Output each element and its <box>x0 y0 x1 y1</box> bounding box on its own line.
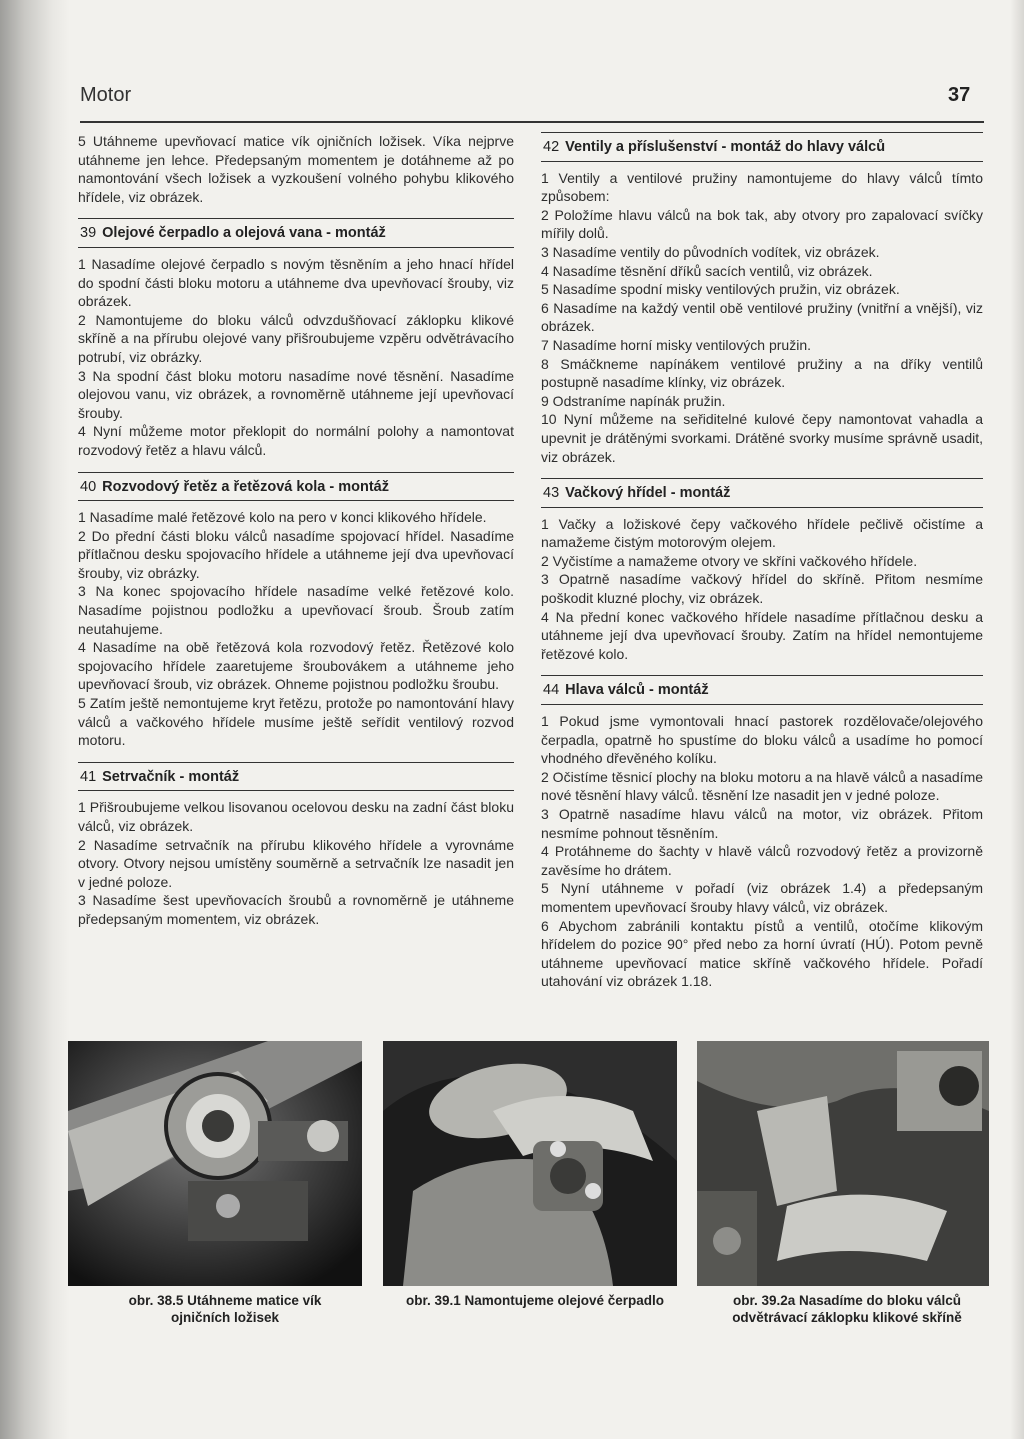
photo-connecting-rod-nut <box>68 1041 362 1286</box>
figure-caption: obr. 39.2a Nasadíme do bloku válců odvětrávací záklopku klikové skříně <box>732 1293 962 1325</box>
section-43 <box>541 478 983 663</box>
paragraph: 2 Namontujeme do bloku válců odvzdušňovací záklopku klikové skříně a na přírubu olejové vany přišroubujeme vzpěru odvětrávacího potrubí, viz obrázky. <box>78 311 514 365</box>
paragraph: 1 Pokud jsme vymontovali hnací pastorek rozdělovače/olejového čerpadla, opatrně ho spustíme do bloku válců a usadíme ho pomocí vhodného dřevěného kolíku. <box>541 713 983 767</box>
figure-caption: obr. 38.5 Utáhneme matice vík ojničních ložisek <box>128 1293 322 1325</box>
figure-caption: obr. 39.1 Namontujeme olejové čerpadlo <box>405 1293 665 1308</box>
left-column <box>78 132 514 929</box>
paragraph: 7 Nasadíme horní misky ventilových pružin. <box>541 336 811 353</box>
book-spine-shadow <box>0 0 70 1439</box>
paragraph: 1 Nasadíme olejové čerpadlo s novým těsněním a jeho hnací hřídel do spodní části bloku motoru a utáhneme dva upevňovací šrouby, viz obrázek. <box>78 255 514 310</box>
paragraph: 4 Nasadíme těsnění dříků sacích ventilů, viz obrázek. <box>541 262 873 279</box>
paragraph: 2 Do přední části bloku válců nasadíme spojovací hřídel. Nasadíme přítlačnou desku spojovacího hřídele a utáhneme její dva upevňovací šrouby, viz obrázky. <box>78 527 514 581</box>
paragraph: 1 Vačky a ložiskové čepy vačkového hřídele pečlivě očistíme a namažeme čistým motorovým olejem. <box>541 515 983 551</box>
intro-paragraph: 5 Utáhneme upevňovací matice vík ojničních ložisek. Víka nejprve utáhneme jen lehce. Předepsaným momentem je dotáhneme až po namontování všech ložisek a vyzkoušení volného pohybu klikového hřídele, viz obrázek. <box>78 133 514 205</box>
photo-breather-valve <box>697 1041 989 1286</box>
paragraph: 3 Nasadíme ventily do původních vodítek, viz obrázek. <box>541 243 880 260</box>
header-rule <box>80 121 984 123</box>
section-title: Hlava válců - montáž <box>565 682 709 699</box>
paragraph: 3 Na spodní část bloku motoru nasadíme nové těsnění. Nasadíme olejovou vanu, viz obrázek, a rovnoměrně utáhneme její upevňovací šrouby. <box>78 367 514 421</box>
section-heading <box>541 675 983 705</box>
paragraph: 5 Nasadíme spodní misky ventilových pružin, viz obrázek. <box>541 281 900 298</box>
section-title: Ventily a příslušenství - montáž do hlavy válců <box>565 139 886 155</box>
paragraph: 4 Nasadíme na obě řetězová kola rozvodový řetěz. Řetězové kolo spojovacího hřídele zaaretujeme šroubovákem a utáhneme jeho upevňovací šroub, viz obrázek. Ohneme pojistnou podložku šroubu. <box>78 639 514 693</box>
section-number: 44 <box>543 682 560 699</box>
paragraph: 3 Opatrně nasadíme vačkový hřídel do skříně. Přitom nesmíme poškodit kluzné plochy, viz obrázek. <box>541 571 983 607</box>
paragraph: 4 Na přední konec vačkového hřídele nasadíme přítlačnou desku a utáhneme její dva upevňovací šrouby. Zatím na hřídel nemontujeme řetězové kolo. <box>541 608 983 662</box>
section-heading <box>78 762 514 792</box>
section-44 <box>541 675 983 991</box>
section-title: Vačkový hřídel - montáž <box>565 485 731 502</box>
paragraph: 6 Nasadíme na každý ventil obě ventilové pružiny (vnitřní a vnější), viz obrázek. <box>541 299 983 335</box>
paragraph: 3 Nasadíme šest upevňovacích šroubů a rovnoměrně je utáhneme předepsaným momentem, viz obrázek. <box>78 892 514 927</box>
section-title: Setrvačník - montáž <box>102 768 240 785</box>
paragraph: 3 Na konec spojovacího hřídele nasadíme velké řetězové kolo. Nasadíme pojistnou podložku a upevňovací šroub. Šroub zatím neutahujeme. <box>78 583 514 637</box>
page-edge-shadow <box>1010 0 1024 1439</box>
section-title: Olejové čerpadlo a olejová vana - montáž <box>102 225 386 242</box>
section-number: 39 <box>80 225 97 242</box>
section-heading <box>78 218 514 248</box>
section-number: 42 <box>543 139 560 155</box>
paragraph: 1 Přišroubujeme velkou lisovanou ocelovou desku na zadní část bloku válců, viz obrázek. <box>78 799 514 834</box>
section-heading <box>541 478 983 508</box>
section-41 <box>78 762 514 929</box>
paragraph: 10 Nyní můžeme na seřiditelné kulové čepy namontovat vahadla a upevnit je drátěnými svorkami. Drátěné svorky musíme správně usadit, viz obrázek. <box>541 411 983 465</box>
paragraph: 5 Nyní utáhneme v pořadí (viz obrázek 1.4) a předepsaným momentem upevňovací šrouby hlavy válců, viz obrázek. <box>541 880 983 915</box>
section-40 <box>78 472 514 750</box>
photo-oil-pump <box>383 1041 677 1286</box>
section-heading <box>541 132 983 162</box>
paragraph: 2 Vyčistíme a namažeme otvory ve skříni vačkového hřídele. <box>541 552 918 569</box>
section-42 <box>541 132 983 466</box>
paragraph: 1 Nasadíme malé řetězové kolo na pero v konci klikového hřídele. <box>78 509 487 526</box>
paragraph: 8 Smáčkneme napínákem ventilové pružiny a na dříky ventilů postupně nasadíme klínky, viz obrázek. <box>541 355 983 391</box>
paragraph: 3 Opatrně nasadíme hlavu válců na motor, viz obrázek. Přitom nesmíme pohnout těsněním. <box>541 806 983 841</box>
paragraph: 4 Nyní můžeme motor překlopit do normální polohy a namontovat rozvodový řetěz a hlavu válců. <box>78 423 514 458</box>
paragraph: 2 Položíme hlavu válců na bok tak, aby otvory pro zapalovací svíčky mířily dolů. <box>541 206 983 242</box>
paragraph: 6 Abychom zabránili kontaktu pístů a ventilů, otočíme klikovým hřídelem do pozice 90° před nebo za horní úvratí (HÚ). Potom pevně utáhneme upevňovací matice skříně vačkového hřídele. Pořadí utahování viz obrázek 1.18. <box>541 917 983 990</box>
paragraph: 2 Očistíme těsnicí plochy na bloku motoru a na hlavě válců a nasadíme nové těsnění hlavy válců. těsnění lze nasadit jen v jedné poloze. <box>541 768 984 804</box>
paragraph: 9 Odstraníme napínák pružin. <box>541 392 726 409</box>
paragraph: 4 Protáhneme do šachty v hlavě válců rozvodový řetěz a provizorně zavěsíme ho drátem. <box>541 843 983 878</box>
right-column <box>541 132 983 991</box>
section-39 <box>78 218 514 459</box>
section-number: 43 <box>543 485 560 502</box>
paragraph: 5 Zatím ještě nemontujeme kryt řetězu, protože po namontování hlavy válců a vačkového hřídele musíme ještě seřídit ventilový rozvod motoru. <box>78 695 514 749</box>
running-title: Motor <box>80 84 132 106</box>
paragraph: 2 Nasadíme setrvačník na přírubu klikového hřídele a vyrovnáme otvory. Otvory nejsou umístěny souměrně a setrvačník lze nasadit jen v jedné poloze. <box>78 836 514 890</box>
section-title: Rozvodový řetěz a řetězová kola - montáž <box>102 478 389 495</box>
section-number: 41 <box>80 768 97 785</box>
section-number: 40 <box>80 478 97 495</box>
section-heading <box>78 472 514 502</box>
page-number: 37 <box>948 84 971 106</box>
paragraph: 1 Ventily a ventilové pružiny namontujeme do hlavy válců tímto způsobem: <box>541 169 983 205</box>
